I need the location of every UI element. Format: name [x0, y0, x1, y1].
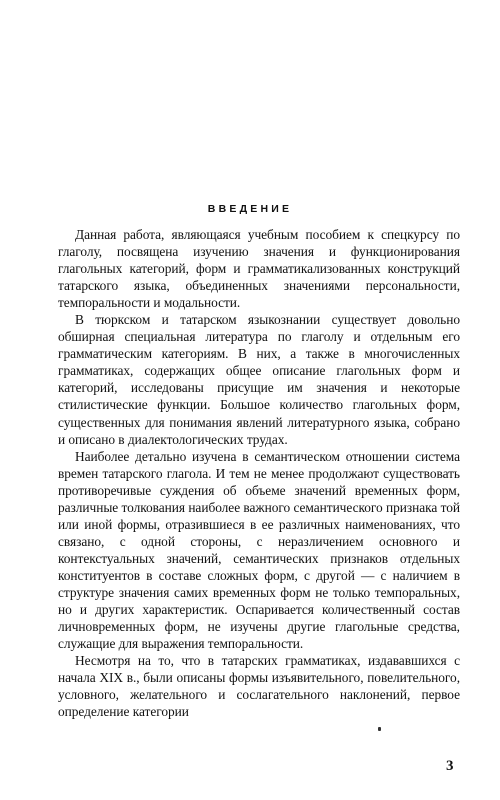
paragraph-3: Наиболее детально изучена в семантическом отношении система времен татарского глагола. И тем не менее продолжают существовать противоречивые суждения об объеме значений временных форм, различные толкования наиболее важного семантического признака той или иной формы, отразившиеся в ее различных наименованиях, что связано, с одной стороны, с неразличением основного и контекстуальных значений, семантических признаков отдельных конституентов в составе сложных форм, с другой — с наличием в структуре значения самих временных форм не только темпоральных, но и других характеристик. Оспаривается количественный состав личновременных форм, не изучены другие глагольные средства, служащие для выражения темпоральности.: [58, 448, 460, 652]
print-speck: [378, 727, 381, 731]
paragraph-2: В тюркском и татарском языкознании существует довольно обширная специальная литература по глаголу и отдельным его грамматическим категориям. В них, а также в многочисленных грамматиках, содержащих общее описание глагольных форм и категорий, исследованы присущие им значения и некоторые стилистические функции. Большое количество глагольных форм, существенных для понимания явлений литературного языка, собрано и описано в диалектологических трудах.: [58, 312, 460, 447]
paragraph-1: Данная работа, являющаяся учебным пособием к спецкурсу по глаголу, посвящена изучению значения и функционирования глагольных категорий, форм и грамматикализованных конструкций татарского языка, объединенных значениями персональности, темпоральности и модальности.: [58, 227, 460, 311]
body-text: [58, 226, 460, 720]
paragraph-4: Несмотря на то, что в татарских грамматиках, издававшихся с начала XIX в., были описаны формы изъявительного, повелительного, условного, желательного и сослагательного наклонений, первое определение категории: [58, 653, 460, 720]
section-heading: ВВЕДЕНИЕ: [207, 203, 293, 215]
page-number: 3: [446, 758, 454, 774]
